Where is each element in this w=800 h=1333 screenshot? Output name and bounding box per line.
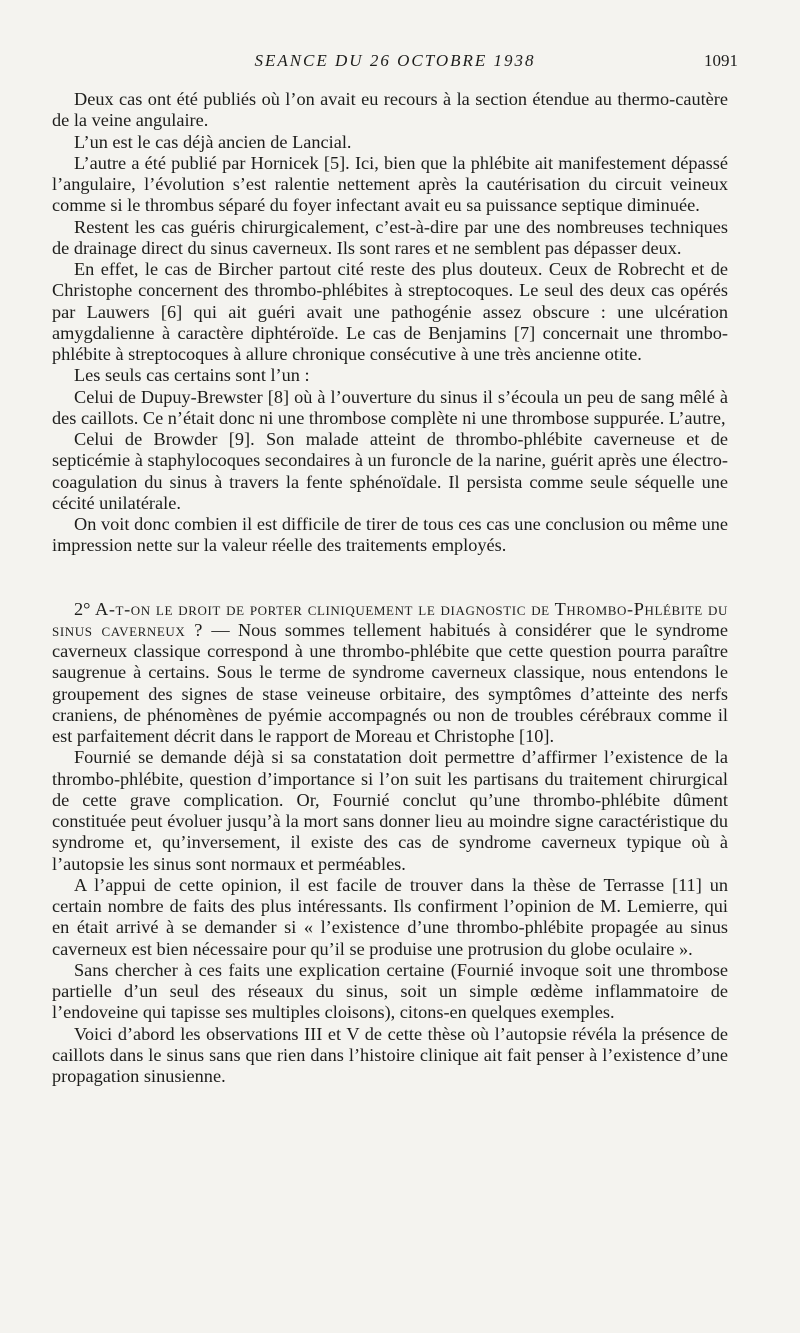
paragraph: Les seuls cas certains sont l’un : [74, 365, 310, 386]
paragraph: Sans chercher à ces faits une explication certaine (Fournié invoque soit une thrombose partielle d’un seul des réseaux du sinus, soit un simple œdème inflammatoire de l’endoveine qui tapisse ses multiples cloisons), citons-en quelques exemples. [52, 959, 728, 1023]
paragraph: L’un est le cas déjà ancien de Lancial. [74, 131, 352, 152]
paragraph: Celui de Dupuy-Brewster [8] où à l’ouverture du sinus il s’écoula un peu de sang mêlé à des caillots. Ce n’était donc ni une thrombose complète ni une thrombose suppurée. L’autre, [52, 386, 728, 428]
running-header [52, 48, 738, 74]
section-paragraph [52, 599, 728, 748]
paragraph: A l’appui de cette opinion, il est facile de trouver dans la thèse de Terrasse [11] un certain nombre de faits des plus intéressants. Ils confirment l’opinion de M. Lemierre, qui en était arrivé à se demander si « l’existence d’une thrombo-phlébite propagée au sinus caverneux est bien nécessaire pour qu’il se produise une protrusion du globe oculaire ». [52, 874, 728, 959]
page-number: 1091 [704, 51, 738, 70]
section-lead-text: Nous sommes tellement habitués à considérer que le syndrome caverneux classique correspond à une thrombo-phlébite que cette question pourra paraître saugrenue à certains. Sous le terme de syndrome caverneux classique, nous entendons le groupement des signes de stase veineuse orbitaire, des symptômes d’atteinte des nerfs craniens, de phénomènes de pyémie accompagnés ou non de troubles cérébraux comme il est parfaitement décrit dans le rapport de Moreau et Christophe [10]. [52, 619, 728, 746]
paragraph: Voici d’abord les observations III et V de cette thèse où l’autopsie révéla la présence de caillots dans le sinus sans que rien dans l’histoire clinique ait fait penser à l’existence d’une propagation sinusienne. [52, 1023, 728, 1086]
paragraph: L’autre a été publié par Hornicek [5]. Ici, bien que la phlébite ait manifestement dépassé l’angulaire, l’évolution s’est ralentie nettement après la cautérisation du circuit veineux comme si le thrombus séparé du foyer infectant avait eu sa puissance septique diminuée. [52, 152, 728, 216]
running-title: SEANCE DU 26 OCTOBRE 1938 [254, 51, 536, 70]
paragraph: Celui de Browder [9]. Son malade atteint de thrombo-phlébite caverneuse et de septicémie à staphylocoques secondaires à un furoncle de la narine, guérit après une électro-coagulation du sinus à travers la fente sphénoïdale. Il persista comme seule séquelle une cécité unilatérale. [52, 429, 728, 513]
section-heading: A-t-on le droit de porter cliniquement le diagnostic de Thrombo-Phlébite du sinus caverneux ? [52, 598, 728, 640]
body-text [52, 89, 728, 1087]
section-spacer [52, 557, 728, 599]
paragraph: En effet, le cas de Bircher partout cité reste des plus douteux. Ceux de Robrecht et de Christophe concernent des thrombo-phlébites à streptocoques. Le seul des deux cas opérés par Lauwers [6] qui ait guéri avait une pathogénie assez obscure : une ulcération amygdalienne à caractère diphtéroïde. Le cas de Benjamins [7] concernait une thrombo-phlébite à streptocoques à allure chronique consécutive à une très ancienne otite. [52, 259, 728, 364]
paragraph: Deux cas ont été publiés où l’on avait eu recours à la section étendue au thermo-cautère de la veine angulaire. [52, 89, 728, 131]
paragraph: On voit donc combien il est difficile de tirer de tous ces cas une conclusion ou même une impression nette sur la valeur réelle des traitements employés. [52, 514, 728, 556]
section-number: 2° [74, 598, 91, 619]
paragraph: Restent les cas guéris chirurgicalement, c’est-à-dire par une des nombreuses techniques de drainage direct du sinus caverneux. Ils sont rares et ne semblent pas dépasser deux. [52, 216, 728, 258]
section-dash: — [203, 619, 238, 640]
paragraph: Fournié se demande déjà si sa constatation doit permettre d’affirmer l’existence de la thrombo-phlébite, question d’importance si l’on suit les partisans du traitement chirurgical de cette grave complication. Or, Fournié conclut qu’une thrombo-phlébite dûment constituée peut évoluer jusqu’à la mort sans donner lieu au moindre signe caractéristique du syndrome et, qu’inversement, il existe des cas de syndrome caverneux typique où à l’autopsie les sinus sont normaux et perméables. [52, 747, 728, 874]
